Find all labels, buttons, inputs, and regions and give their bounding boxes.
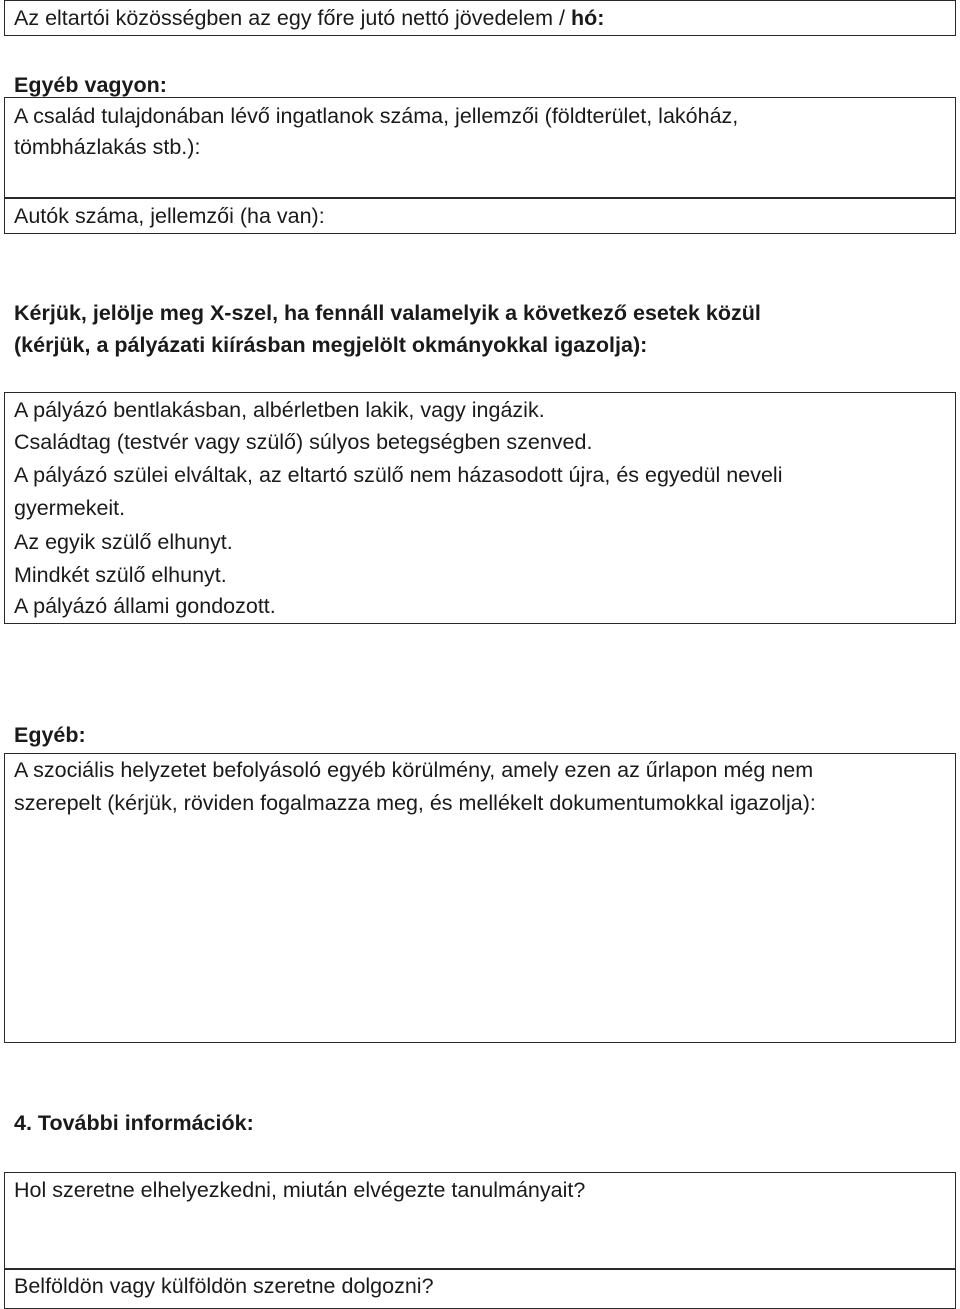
- other-text-line2: szerepelt (kérjük, röviden fogalmazza meg, és mellékelt dokumentumokkal igazolja):: [14, 791, 816, 815]
- circumstance-item[interactable]: Mindkét szülő elhunyt.: [14, 563, 227, 587]
- cars-text: Autók száma, jellemzői (ha van):: [14, 204, 325, 228]
- other-heading: Egyéb:: [14, 723, 86, 747]
- circumstance-item[interactable]: A pályázó szülei elváltak, az eltartó szülő nem házasodott újra, és egyedül neveli: [14, 463, 783, 487]
- circumstance-item[interactable]: Az egyik szülő elhunyt.: [14, 530, 233, 554]
- income-label: Az eltartói közösségben az egy főre jutó nettó jövedelem / hó:: [14, 6, 605, 30]
- other-text-line1: A szociális helyzetet befolyásoló egyéb körülmény, amely ezen az űrlapon még nem: [14, 758, 814, 782]
- q1-text: Hol szeretne elhelyezkedni, miután elvégezte tanulmányait?: [14, 1178, 586, 1202]
- circumstance-item[interactable]: A pályázó állami gondozott.: [14, 594, 276, 618]
- circumstance-item[interactable]: A pályázó bentlakásban, albérletben lakik, vagy ingázik.: [14, 398, 545, 422]
- section4-heading: 4. További információk:: [14, 1111, 254, 1135]
- property-text-line2: tömbházlakás stb.):: [14, 135, 201, 159]
- circumstance-item[interactable]: Családtag (testvér vagy szülő) súlyos betegségben szenved.: [14, 430, 593, 454]
- property-text-line1: A család tulajdonában lévő ingatlanok száma, jellemzői (földterület, lakóház,: [14, 104, 739, 128]
- circumstances-instruction-line2: (kérjük, a pályázati kiírásban megjelölt okmányokkal igazolja):: [14, 333, 648, 357]
- wealth-heading: Egyéb vagyon:: [14, 73, 167, 97]
- q2-text: Belföldön vagy külföldön szeretne dolgozni?: [14, 1274, 434, 1298]
- circumstances-instruction-line1: Kérjük, jelölje meg X-szel, ha fennáll valamelyik a következő esetek közül: [14, 301, 761, 325]
- circumstance-item-continuation: gyermekeit.: [14, 496, 126, 520]
